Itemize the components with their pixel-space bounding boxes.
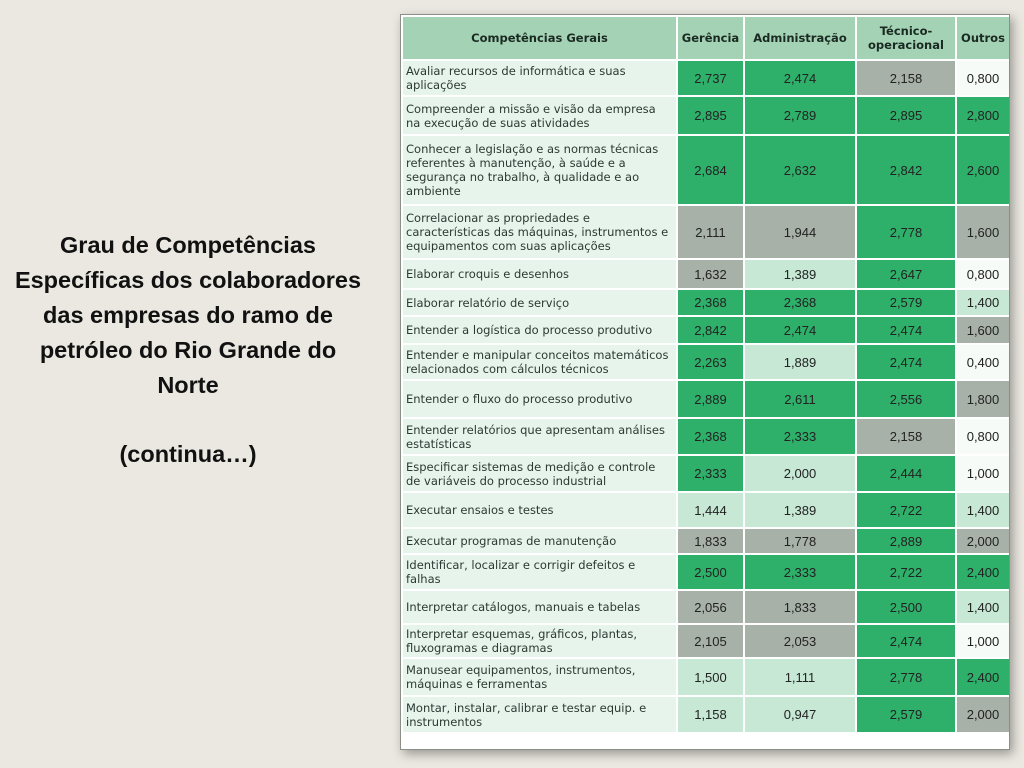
score-outros: 1,600 xyxy=(956,316,1010,344)
header-competencias: Competências Gerais xyxy=(402,16,677,60)
table-row xyxy=(402,455,1010,492)
table-row xyxy=(402,554,1010,590)
competency-name: Entender o fluxo do processo produtivo xyxy=(402,380,677,418)
score-tecnico: 2,158 xyxy=(856,418,956,455)
score-gerencia: 2,263 xyxy=(677,344,744,380)
table-row xyxy=(402,380,1010,418)
score-outros: 1,400 xyxy=(956,289,1010,316)
score-outros: 2,000 xyxy=(956,528,1010,554)
score-tecnico: 2,556 xyxy=(856,380,956,418)
table-row xyxy=(402,492,1010,528)
score-administracao: 2,789 xyxy=(744,96,856,135)
score-tecnico: 2,500 xyxy=(856,590,956,624)
score-tecnico: 2,778 xyxy=(856,658,956,696)
competency-name: Entender e manipular conceitos matemáticos relacionados com cálculos técnicos xyxy=(402,344,677,380)
competency-name: Manusear equipamentos, instrumentos, máquinas e ferramentas xyxy=(402,658,677,696)
score-tecnico: 2,842 xyxy=(856,135,956,205)
table-row xyxy=(402,60,1010,96)
competency-name: Montar, instalar, calibrar e testar equip. e instrumentos xyxy=(402,696,677,733)
score-outros: 1,000 xyxy=(956,624,1010,658)
competency-name: Especificar sistemas de medição e controle de variáveis do processo industrial xyxy=(402,455,677,492)
score-administracao: 0,947 xyxy=(744,696,856,733)
score-administracao: 1,944 xyxy=(744,205,856,259)
score-gerencia: 1,833 xyxy=(677,528,744,554)
slide-title xyxy=(14,228,362,472)
competency-table xyxy=(401,15,1010,734)
score-gerencia: 2,111 xyxy=(677,205,744,259)
table-row xyxy=(402,696,1010,733)
score-outros: 1,600 xyxy=(956,205,1010,259)
table-row xyxy=(402,624,1010,658)
table-row xyxy=(402,259,1010,289)
competency-name: Elaborar croquis e desenhos xyxy=(402,259,677,289)
score-administracao: 1,889 xyxy=(744,344,856,380)
table-row xyxy=(402,344,1010,380)
score-tecnico: 2,474 xyxy=(856,344,956,380)
score-gerencia: 1,158 xyxy=(677,696,744,733)
header-tecnico: Técnico-operacional xyxy=(856,16,956,60)
table-row xyxy=(402,316,1010,344)
score-gerencia: 1,500 xyxy=(677,658,744,696)
score-gerencia: 2,333 xyxy=(677,455,744,492)
score-tecnico: 2,158 xyxy=(856,60,956,96)
competency-name: Identificar, localizar e corrigir defeitos e falhas xyxy=(402,554,677,590)
score-gerencia: 2,737 xyxy=(677,60,744,96)
competency-name: Correlacionar as propriedades e características das máquinas, instrumentos e equipamentos com suas aplicações xyxy=(402,205,677,259)
score-administracao: 2,474 xyxy=(744,316,856,344)
score-gerencia: 2,056 xyxy=(677,590,744,624)
score-tecnico: 2,647 xyxy=(856,259,956,289)
score-tecnico: 2,778 xyxy=(856,205,956,259)
score-outros: 2,400 xyxy=(956,554,1010,590)
competency-name: Entender a logística do processo produtivo xyxy=(402,316,677,344)
table-row xyxy=(402,658,1010,696)
score-outros: 0,800 xyxy=(956,418,1010,455)
header-gerencia: Gerência xyxy=(677,16,744,60)
table-row xyxy=(402,289,1010,316)
score-outros: 0,400 xyxy=(956,344,1010,380)
score-tecnico: 2,895 xyxy=(856,96,956,135)
score-outros: 2,600 xyxy=(956,135,1010,205)
score-gerencia: 2,889 xyxy=(677,380,744,418)
score-tecnico: 2,444 xyxy=(856,455,956,492)
score-tecnico: 2,579 xyxy=(856,289,956,316)
score-outros: 1,000 xyxy=(956,455,1010,492)
table-row xyxy=(402,528,1010,554)
score-outros: 1,800 xyxy=(956,380,1010,418)
score-gerencia: 2,842 xyxy=(677,316,744,344)
competency-name: Interpretar esquemas, gráficos, plantas, fluxogramas e diagramas xyxy=(402,624,677,658)
competency-name: Conhecer a legislação e as normas técnicas referentes à manutenção, à saúde e a segurança no trabalho, à qualidade e ao ambiente xyxy=(402,135,677,205)
score-outros: 0,800 xyxy=(956,259,1010,289)
score-tecnico: 2,474 xyxy=(856,624,956,658)
score-administracao: 2,053 xyxy=(744,624,856,658)
table-row xyxy=(402,205,1010,259)
competency-name: Compreender a missão e visão da empresa na execução de suas atividades xyxy=(402,96,677,135)
score-administracao: 2,632 xyxy=(744,135,856,205)
score-gerencia: 2,684 xyxy=(677,135,744,205)
score-administracao: 1,778 xyxy=(744,528,856,554)
score-gerencia: 2,368 xyxy=(677,418,744,455)
score-tecnico: 2,722 xyxy=(856,492,956,528)
score-outros: 0,800 xyxy=(956,60,1010,96)
title-text: Grau de Competências Específicas dos colaboradores das empresas do ramo de petróleo do Rio Grande do Norte xyxy=(14,232,362,398)
score-gerencia: 1,632 xyxy=(677,259,744,289)
score-administracao: 2,474 xyxy=(744,60,856,96)
table-row xyxy=(402,96,1010,135)
header-administracao: Administração xyxy=(744,16,856,60)
score-administracao: 2,611 xyxy=(744,380,856,418)
score-administracao: 2,333 xyxy=(744,554,856,590)
competency-table-image xyxy=(400,14,1010,750)
competency-name: Elaborar relatório de serviço xyxy=(402,289,677,316)
header-outros: Outros xyxy=(956,16,1010,60)
score-gerencia: 2,368 xyxy=(677,289,744,316)
score-administracao: 2,368 xyxy=(744,289,856,316)
score-tecnico: 2,474 xyxy=(856,316,956,344)
score-administracao: 1,389 xyxy=(744,492,856,528)
score-tecnico: 2,889 xyxy=(856,528,956,554)
score-gerencia: 2,895 xyxy=(677,96,744,135)
score-administracao: 1,833 xyxy=(744,590,856,624)
score-tecnico: 2,722 xyxy=(856,554,956,590)
competency-name: Avaliar recursos de informática e suas aplicações xyxy=(402,60,677,96)
score-outros: 1,400 xyxy=(956,590,1010,624)
table-row xyxy=(402,590,1010,624)
score-gerencia: 1,444 xyxy=(677,492,744,528)
score-administracao: 2,333 xyxy=(744,418,856,455)
table-row xyxy=(402,135,1010,205)
continuation-note: (continua…) xyxy=(119,441,257,467)
score-outros: 2,800 xyxy=(956,96,1010,135)
score-tecnico: 2,579 xyxy=(856,696,956,733)
competency-name: Interpretar catálogos, manuais e tabelas xyxy=(402,590,677,624)
competency-name: Executar programas de manutenção xyxy=(402,528,677,554)
competency-name: Executar ensaios e testes xyxy=(402,492,677,528)
header-row xyxy=(402,16,1010,60)
score-gerencia: 2,105 xyxy=(677,624,744,658)
score-outros: 1,400 xyxy=(956,492,1010,528)
score-administracao: 2,000 xyxy=(744,455,856,492)
table-row xyxy=(402,418,1010,455)
score-gerencia: 2,500 xyxy=(677,554,744,590)
score-administracao: 1,389 xyxy=(744,259,856,289)
score-outros: 2,000 xyxy=(956,696,1010,733)
score-administracao: 1,111 xyxy=(744,658,856,696)
score-outros: 2,400 xyxy=(956,658,1010,696)
competency-name: Entender relatórios que apresentam análises estatísticas xyxy=(402,418,677,455)
